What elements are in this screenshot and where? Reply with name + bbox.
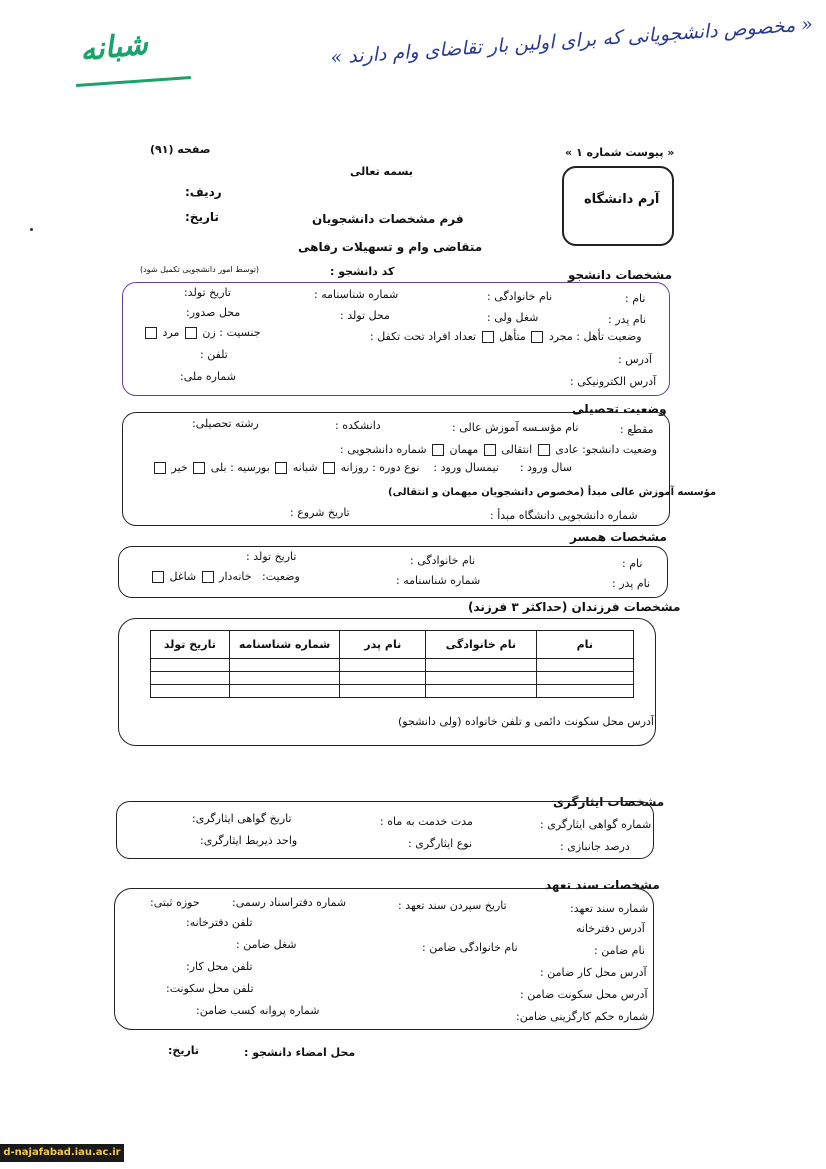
handwritten-underline bbox=[76, 76, 191, 87]
scan-dot bbox=[30, 228, 33, 231]
entry-year-label: سال ورود : bbox=[519, 461, 572, 474]
footer-date-label: تاریخ: bbox=[168, 1044, 200, 1057]
col-father: نام پدر bbox=[340, 631, 426, 659]
spouse-section-title: مشخصات همسر bbox=[570, 530, 667, 544]
student-name: نام : bbox=[625, 292, 646, 305]
edu-level: مقطع : bbox=[620, 423, 654, 436]
student-id-no: شماره شناسنامه : bbox=[314, 288, 399, 301]
no-label: خیر bbox=[171, 461, 188, 474]
bond-registry: حوزه ثبتی: bbox=[150, 896, 200, 909]
form-title: فرم مشخصات دانشجویان bbox=[312, 212, 464, 226]
bond-guar-name: نام ضامن : bbox=[594, 944, 645, 957]
bond-guar-work-addr: آدرس محل کار ضامن : bbox=[540, 966, 647, 979]
bond-guar-family: نام خانوادگی ضامن : bbox=[422, 941, 518, 954]
children-section-title: مشخصات فرزندان (حداکثر ۳ فرزند) bbox=[468, 600, 681, 614]
night-checkbox[interactable] bbox=[275, 462, 287, 474]
col-birth-date: تاریخ تولد bbox=[151, 631, 230, 659]
children-address: آدرس محل سکونت دائمی و تلفن خانواده (ولی دانشجو) bbox=[398, 715, 654, 728]
bond-section-title: مشخصات سند تعهد bbox=[545, 878, 660, 892]
logo-box bbox=[562, 166, 674, 246]
bond-notary-addr: آدرس دفترخانه bbox=[576, 922, 645, 935]
transfer-checkbox[interactable] bbox=[484, 444, 496, 456]
handwritten-note: « مخصوص دانشجویانی که برای اولین بار تقاضای وام دارند » bbox=[329, 13, 814, 69]
bismillah: بسمه تعالی bbox=[350, 165, 413, 178]
employed-label: شاغل bbox=[169, 570, 197, 583]
student-email: آدرس الکترونیکی : bbox=[570, 375, 657, 388]
yes-label: بلی bbox=[210, 461, 227, 474]
housewife-label: خانه‌دار bbox=[219, 570, 252, 583]
dependents-label: تعداد افراد تحت تکفل : bbox=[370, 330, 477, 343]
night-label: شبانه bbox=[292, 461, 318, 474]
edu-entry bbox=[152, 461, 572, 474]
spouse-name: نام : bbox=[622, 557, 643, 570]
table-row bbox=[151, 659, 634, 672]
bond-guar-home-phone: تلفن محل سکونت: bbox=[166, 982, 254, 995]
signature-label: محل امضاء دانشجو : bbox=[244, 1046, 356, 1059]
form-subtitle: متقاضی وام و تسهیلات رفاهی bbox=[298, 240, 483, 254]
bond-no: شماره سند تعهد: bbox=[570, 902, 649, 915]
bond-guar-work-phone: تلفن محل کار: bbox=[186, 960, 253, 973]
edu-faculty: دانشکده : bbox=[335, 419, 381, 432]
employed-checkbox[interactable] bbox=[152, 571, 164, 583]
spouse-father: نام پدر : bbox=[612, 577, 651, 590]
marital-label: وضعیت تأهل : مجرد bbox=[548, 330, 642, 343]
spouse-status-label: وضعیت: bbox=[262, 570, 300, 583]
no-checkbox[interactable] bbox=[154, 462, 166, 474]
bond-notary-no: شماره دفتراسناد رسمی: bbox=[232, 896, 347, 909]
day-checkbox[interactable] bbox=[323, 462, 335, 474]
children-header-row bbox=[151, 631, 634, 659]
spouse-birth-date: تاریخ تولد : bbox=[246, 550, 297, 563]
student-phone: تلفن : bbox=[200, 348, 228, 361]
student-family: نام خانوادگی : bbox=[487, 290, 553, 303]
guest-checkbox[interactable] bbox=[432, 444, 444, 456]
student-section-title: مشخصات دانشجو bbox=[568, 268, 673, 282]
status-label: وضعیت دانشجو: عادی bbox=[555, 443, 658, 456]
bond-guar-license: شماره پروانه کسب ضامن: bbox=[196, 1004, 320, 1017]
col-name: نام bbox=[536, 631, 633, 659]
table-row bbox=[151, 685, 634, 698]
housewife-checkbox[interactable] bbox=[202, 571, 214, 583]
bond-notary-phone: تلفن دفترخانه: bbox=[186, 916, 253, 929]
table-row bbox=[151, 672, 634, 685]
watermark: d-najafabad.iau.ac.ir bbox=[0, 1144, 124, 1162]
sac-disability: درصد جانبازی : bbox=[560, 840, 630, 853]
student-marital bbox=[370, 330, 642, 343]
married-label: متأهل bbox=[499, 330, 526, 343]
scholarship-label: بورسیه : bbox=[230, 461, 270, 474]
regular-checkbox[interactable] bbox=[538, 444, 550, 456]
date-label: تاریخ: bbox=[185, 210, 219, 224]
male-checkbox[interactable] bbox=[145, 327, 157, 339]
female-checkbox[interactable] bbox=[185, 327, 197, 339]
student-issue-place: محل صدور: bbox=[186, 306, 241, 319]
edu-major: رشته تحصیلی: bbox=[192, 417, 259, 430]
attachment-label: « پیوست شماره ۱ » bbox=[565, 146, 675, 159]
sac-cert-date: تاریخ گواهی ایثارگری: bbox=[192, 812, 292, 825]
bond-guar-ruling: شماره حکم کارگزینی ضامن: bbox=[516, 1010, 649, 1023]
col-id-no: شماره شناسنامه bbox=[229, 631, 339, 659]
edu-institute: نام مؤسـسه آموزش عالی : bbox=[452, 421, 579, 434]
sac-unit: واحد ذیربط ایثارگری: bbox=[200, 834, 298, 847]
handwritten-shift: شبانه bbox=[78, 26, 150, 69]
male-label: مرد bbox=[162, 326, 180, 339]
col-family: نام خانوادگی bbox=[426, 631, 536, 659]
bond-date: تاریخ سپردن سند تعهد : bbox=[398, 899, 507, 912]
student-address: آدرس : bbox=[618, 353, 652, 366]
student-father: نام پدر : bbox=[608, 313, 647, 326]
yes-checkbox[interactable] bbox=[193, 462, 205, 474]
gender-label: جنسیت : زن bbox=[202, 326, 261, 339]
row-label: ردیف: bbox=[185, 185, 222, 199]
entry-term-label: نیمسال ورود : bbox=[433, 461, 499, 474]
page-number: صفحه (۹۱) bbox=[150, 143, 211, 156]
edu-origin-no: شماره دانشجویی دانشگاه مبدأ : bbox=[490, 509, 638, 522]
sac-service: مدت خدمت به ماه : bbox=[380, 815, 473, 828]
education-section-title: وضعیت تحصیلی bbox=[572, 402, 667, 416]
children-table bbox=[150, 630, 634, 698]
married-checkbox[interactable] bbox=[482, 331, 494, 343]
guest-label: مهمان bbox=[449, 443, 479, 456]
spouse-status bbox=[150, 570, 300, 583]
bond-guar-home-addr: آدرس محل سکونت ضامن : bbox=[520, 988, 648, 1001]
logo-label: آرم دانشگاه bbox=[584, 192, 660, 207]
student-no-label: شماره دانشجویی : bbox=[340, 443, 427, 456]
sacrifice-section-title: مشخصات ایثارگری bbox=[553, 795, 665, 809]
student-gender bbox=[143, 326, 261, 339]
sac-type: نوع ایثارگری : bbox=[408, 837, 473, 850]
edu-origin-inst: مؤسسه آموزش عالی مبدأ (مخصوص دانشجویان میهمان و انتقالی) bbox=[388, 487, 717, 498]
student-national-id: شماره ملی: bbox=[180, 370, 236, 383]
student-birth-place: محل تولد : bbox=[340, 309, 390, 322]
student-code: کد دانشجو : bbox=[330, 265, 395, 278]
student-guardian-job: شغل ولی : bbox=[487, 311, 539, 324]
edu-status bbox=[340, 443, 657, 456]
edu-start-date: تاریخ شروع : bbox=[290, 506, 350, 519]
spouse-id-no: شماره شناسنامه : bbox=[396, 574, 481, 587]
transfer-label: انتقالی bbox=[501, 443, 533, 456]
single-checkbox[interactable] bbox=[531, 331, 543, 343]
sac-cert-no: شماره گواهی ایثارگری : bbox=[540, 818, 652, 831]
student-birth-date: تاریخ تولد: bbox=[184, 286, 231, 299]
bond-guar-job: شغل ضامن : bbox=[236, 938, 297, 951]
course-type-label: نوع دوره : روزانه bbox=[340, 461, 420, 474]
student-code-note: (توسط امور دانشجویی تکمیل شود) bbox=[140, 265, 260, 274]
spouse-family: نام خانوادگی : bbox=[410, 554, 476, 567]
